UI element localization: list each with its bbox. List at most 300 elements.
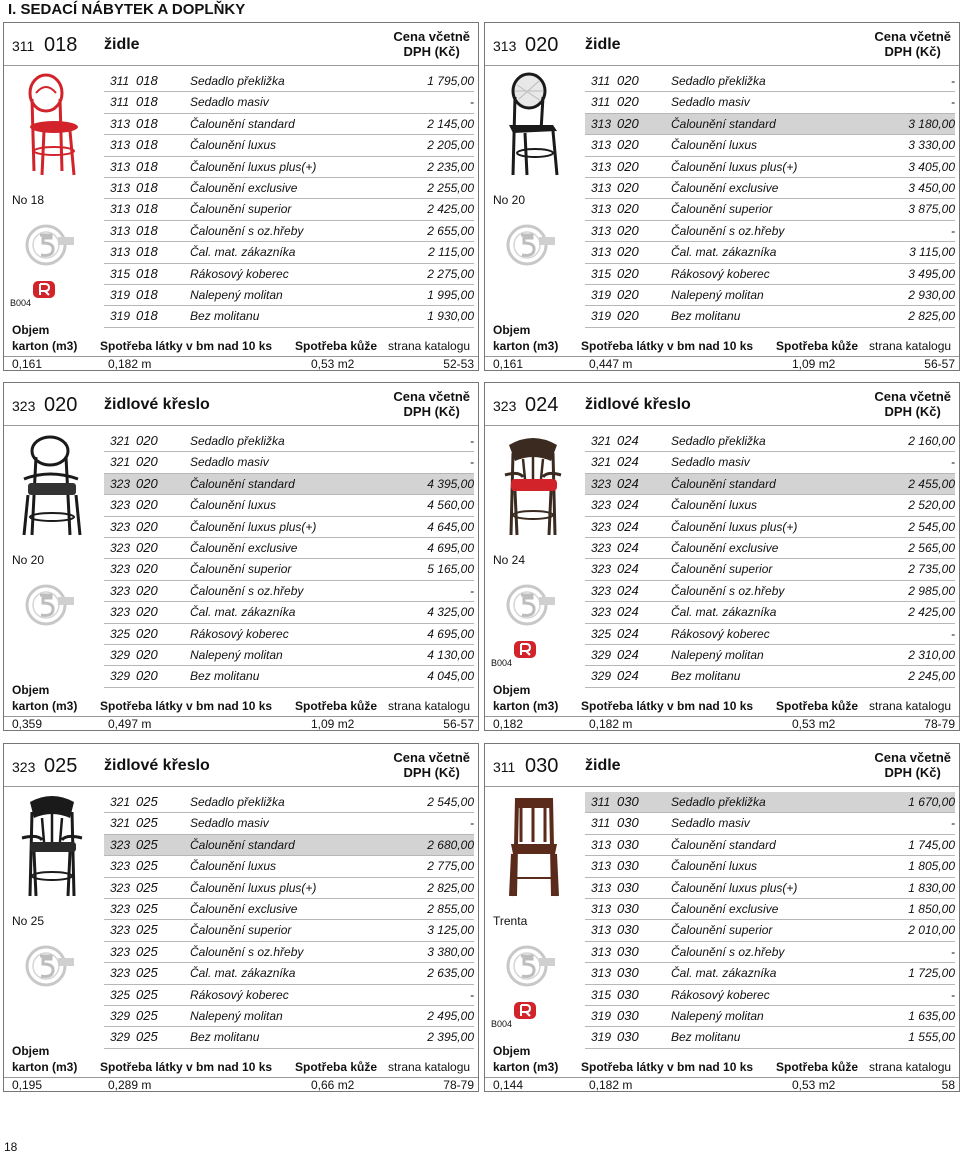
product-type: židle [104,36,140,53]
code-suffix: 024 [617,646,639,662]
variant-description: Čalounění standard [671,476,776,491]
code-prefix: 315 [591,987,612,1002]
variant-price: - [951,455,955,470]
panel-header [4,23,478,66]
variant-price: 2 275,00 [427,266,474,281]
price-row [585,920,955,941]
variant-description: Čal. mat. zákazníka [671,605,777,620]
variant-description: Rákosový koberec [671,626,770,641]
price-row [585,517,955,538]
variant-description: Bez molitanu [671,669,741,684]
code-suffix: 020 [136,497,158,513]
variant-description: Čalounění s oz.hřeby [671,944,785,959]
code-prefix: 311 [591,74,611,88]
code-suffix: 020 [617,179,639,195]
variant-price: - [951,223,955,238]
price-row [104,71,474,92]
price-row [104,495,474,516]
price-row [585,157,955,178]
variant-description: Sedadlo masiv [190,455,269,470]
code-suffix: 030 [617,943,639,959]
price-row [104,221,474,242]
product-photo [495,431,573,541]
code-suffix: 024 [617,668,639,684]
price-row [585,985,955,1006]
price-row [585,71,955,92]
code-prefix: 313 [591,138,612,153]
price-row [104,792,474,813]
variant-description: Čalounění luxus plus(+) [671,880,798,895]
code-suffix: 018 [136,201,158,217]
chair-photo [14,792,92,902]
price-row [585,835,955,856]
variant-description: Čalounění luxus plus(+) [671,519,798,534]
price-row [585,495,955,516]
warranty-stamp [501,583,559,627]
variant-price: 1 725,00 [908,966,955,981]
catalog-page-value: 56-57 [443,717,474,731]
variant-description: Čalounění superior [671,562,773,577]
variant-price: 2 930,00 [908,287,955,302]
price-row [585,899,955,920]
product-type: židle [585,757,621,774]
price-row [585,452,955,473]
price-row [104,474,474,495]
code-prefix: 313 [591,944,612,959]
price-row [104,157,474,178]
variant-price: 3 330,00 [908,138,955,153]
variant-description: Nalepený molitan [671,1008,764,1023]
code-suffix: 020 [617,73,639,88]
price-row [104,199,474,220]
price-row [585,963,955,984]
price-row [585,942,955,963]
variant-description: Čal. mat. zákazníka [671,966,777,981]
warranty-stamp-icon [20,583,78,627]
code-suffix: 020 [136,539,158,555]
code-prefix: 319 [110,287,131,302]
variant-description: Nalepený molitan [671,287,764,302]
catalog-label: strana katalogu [869,339,952,353]
fabric-label: Spotřeba látky v bm nad 10 ks [100,339,273,353]
variant-description: Čalounění luxus [671,138,758,153]
panel-footer [485,313,959,371]
code-suffix: 020 [617,308,639,324]
variant-price: - [470,987,474,1002]
price-row [104,963,474,984]
chair-photo [14,431,92,541]
price-row [104,92,474,113]
code-prefix: 323 [591,605,612,620]
code-prefix: 313 [591,901,612,916]
code-prefix: 319 [110,309,131,324]
product-photo [495,792,573,902]
variant-description: Čalounění luxus plus(+) [190,880,317,895]
footer-values [4,1077,478,1093]
code-suffix: 030 [617,986,639,1002]
code-suffix: 020 [617,286,639,302]
code-suffix: 020 [136,454,158,470]
code-prefix: 323 [110,837,131,852]
price-header [874,750,951,780]
code-prefix: 323 [591,540,612,555]
brand-badge [32,280,56,299]
variant-price: - [951,987,955,1002]
variant-description: Sedadlo překližka [190,434,285,448]
price-row [104,645,474,666]
variant-description: Bez molitanu [190,309,260,324]
leather-value: 0,53 m2 [792,717,836,731]
code-suffix: 018 [136,137,158,153]
code-suffix: 020 [617,244,639,260]
price-row [585,792,955,813]
panel-header [485,383,959,426]
code-prefix: 313 [591,837,612,852]
objem-label: Objem [493,323,531,337]
variant-description: Čalounění s oz.hřeby [190,223,304,238]
code-prefix: 325 [110,626,131,641]
variant-price: 2 565,00 [908,540,955,555]
variant-price: 4 645,00 [427,519,474,534]
page-title: I. SEDACÍ NÁBYTEK A DOPLŇKY [8,1,246,18]
fabric-label: Spotřeba látky v bm nad 10 ks [581,1060,754,1074]
fabric-value: 0,182 m [108,357,152,371]
catalog-label: strana katalogu [388,1060,471,1074]
variant-description: Bez molitanu [190,669,260,684]
code-suffix: 020 [617,137,639,153]
variant-price: 3 405,00 [908,159,955,174]
code-suffix: 025 [136,879,158,895]
variant-price: 2 255,00 [427,180,474,195]
price-row [585,581,955,602]
code-suffix: 030 [617,815,639,831]
warranty-stamp [501,223,559,267]
leather-label: Spotřeba kůže [776,339,859,353]
variant-description: Čalounění luxus [190,859,277,874]
code-prefix: 323 [110,605,131,620]
variant-description: Čalounění s oz.hřeby [190,944,304,959]
footer-values [485,356,959,372]
variant-price: - [470,583,474,598]
variant-price: 1 930,00 [427,309,474,324]
variant-price: 2 495,00 [427,1008,474,1023]
variant-price: 3 495,00 [908,266,955,281]
variant-price: - [470,434,474,448]
price-row [585,431,955,452]
code-suffix: 025 [136,1029,158,1045]
fabric-value: 0,497 m [108,717,152,731]
price-row [104,899,474,920]
variant-description: Bez molitanu [671,309,741,324]
r-brand-icon [513,640,537,659]
price-row [585,474,955,495]
product-code-number: 024 [525,394,559,416]
objem-label: Objem [12,683,50,697]
code-prefix: 313 [591,180,612,195]
variant-description: Čalounění standard [190,116,295,131]
code-prefix: 329 [110,647,131,662]
code-suffix: 024 [617,518,639,534]
catalog-page-value: 78-79 [924,717,955,731]
variant-price: 3 450,00 [908,180,955,195]
brand-badge [513,1001,537,1020]
code-suffix: 030 [617,922,639,938]
code-suffix: 024 [617,497,639,513]
code-prefix: 319 [591,287,612,302]
price-header [874,29,951,59]
variant-price: 4 045,00 [427,669,474,684]
catalog-label: strana katalogu [388,339,471,353]
variant-description: Sedadlo masiv [190,95,269,110]
variant-description: Čalounění superior [190,562,292,577]
warranty-stamp-icon [501,944,559,988]
code-suffix: 030 [617,1007,639,1023]
code-prefix: 325 [591,626,612,641]
objem-label: Objem [493,1044,531,1058]
panel-footer [4,313,478,371]
catalog-label: strana katalogu [388,699,471,713]
product-code-prefix: 323 [12,759,36,775]
code-suffix: 020 [617,115,639,131]
variant-price: 1 805,00 [908,859,955,874]
variant-price: 2 010,00 [908,923,955,938]
price-table [104,792,474,1049]
product-photo [14,792,92,902]
code-suffix: 020 [136,582,158,598]
code-suffix: 025 [136,858,158,874]
code-suffix: 030 [617,1029,639,1045]
objem-value: 0,161 [12,357,43,371]
variant-price: 2 655,00 [427,223,474,238]
price-row [585,135,955,156]
code-prefix: 329 [110,1008,131,1023]
leather-label: Spotřeba kůže [295,1060,378,1074]
code-suffix: 020 [136,646,158,662]
variant-description: Čalounění standard [671,116,776,131]
price-row [104,452,474,473]
product-code-prefix: 311 [493,759,516,775]
variant-description: Nalepený molitan [671,647,764,662]
variant-description: Čalounění luxus [190,138,277,153]
code-suffix: 018 [136,94,158,110]
variant-price: 2 160,00 [908,434,955,448]
variant-price: 2 205,00 [427,138,474,153]
code-prefix: 313 [110,245,131,260]
variant-price: 1 795,00 [427,74,474,88]
price-header [874,389,951,419]
variant-price: 3 380,00 [427,944,474,959]
karton-label: karton (m3) [493,699,559,713]
code-suffix: 024 [617,433,639,448]
code-suffix: 024 [617,475,639,491]
code-suffix: 024 [617,539,639,555]
variant-price: 2 855,00 [427,901,474,916]
code-suffix: 025 [136,965,158,981]
objem-label: Objem [493,683,531,697]
price-header [393,750,470,780]
variant-description: Bez molitanu [671,1030,741,1045]
variant-price: 1 555,00 [908,1030,955,1045]
price-header-line1: Cena včetně [393,750,470,765]
warranty-stamp-icon [20,223,78,267]
product-type: židlové křeslo [585,396,691,413]
objem-label: Objem [12,323,50,337]
footer-values [485,1077,959,1093]
objem-value: 0,182 [493,717,524,731]
code-prefix: 325 [110,987,131,1002]
product-code-number: 020 [44,394,78,416]
variant-price: - [951,944,955,959]
warranty-stamp-icon [20,944,78,988]
price-row [585,285,955,306]
chair-photo [495,792,573,902]
product-code-prefix: 313 [493,38,517,54]
variant-description: Rákosový koberec [671,266,770,281]
price-row [585,645,955,666]
code-suffix: 024 [617,454,639,470]
variant-description: Rákosový koberec [190,987,289,1002]
code-suffix: 018 [136,179,158,195]
variant-description: Čal. mat. zákazníka [190,966,296,981]
code-suffix: 020 [617,94,639,110]
variant-price: - [951,816,955,831]
variant-price: 1 850,00 [908,901,955,916]
panel-header [485,23,959,66]
price-row [585,221,955,242]
code-prefix: 313 [591,923,612,938]
product-panel [484,743,960,1092]
fabric-label: Spotřeba látky v bm nad 10 ks [581,339,754,353]
code-prefix: 323 [110,966,131,981]
price-header-line2: DPH (Kč) [403,44,460,59]
code-prefix: 323 [591,476,612,491]
price-row [104,878,474,899]
price-row [104,581,474,602]
variant-description: Čalounění standard [190,476,295,491]
price-row [585,178,955,199]
code-suffix: 020 [136,475,158,491]
code-prefix: 311 [591,816,611,831]
code-suffix: 025 [136,943,158,959]
variant-price: 2 635,00 [427,966,474,981]
leather-label: Spotřeba kůže [295,339,378,353]
catalog-page-value: 78-79 [443,1078,474,1092]
code-suffix: 020 [136,433,158,448]
variant-price: - [951,626,955,641]
code-prefix: 323 [110,519,131,534]
variant-price: 4 695,00 [427,626,474,641]
price-row [104,856,474,877]
variant-description: Čalounění superior [671,202,773,217]
price-row [104,920,474,941]
variant-price: 3 180,00 [908,116,955,131]
objem-value: 0,161 [493,357,524,371]
variant-description: Čalounění exclusive [190,901,298,916]
karton-label: karton (m3) [493,1060,559,1074]
price-row [104,942,474,963]
product-panel [3,22,479,371]
price-header-line2: DPH (Kč) [403,765,460,780]
leather-value: 0,66 m2 [311,1078,355,1092]
warranty-stamp-icon [501,223,559,267]
variant-description: Čal. mat. zákazníka [190,605,296,620]
catalog-label: strana katalogu [869,699,952,713]
variant-description: Bez molitanu [190,1030,260,1045]
code-suffix: 030 [617,879,639,895]
code-prefix: 313 [591,859,612,874]
code-prefix: 313 [110,159,131,174]
price-header [393,389,470,419]
variant-description: Čal. mat. zákazníka [671,245,777,260]
variant-description: Rákosový koberec [190,266,289,281]
code-suffix: 018 [136,158,158,174]
code-suffix: 018 [136,265,158,281]
price-table [585,71,955,328]
variant-description: Rákosový koberec [671,987,770,1002]
price-row [104,602,474,623]
warranty-stamp-icon [501,583,559,627]
product-panel [3,743,479,1092]
variant-price: 3 125,00 [427,923,474,938]
price-header-line1: Cena včetně [393,389,470,404]
variant-price: - [470,95,474,110]
price-row [104,813,474,834]
price-header-line1: Cena včetně [874,389,951,404]
price-row [104,985,474,1006]
code-suffix: 030 [617,858,639,874]
variant-price: 2 455,00 [908,476,955,491]
page-number: 18 [4,1140,18,1154]
leather-value: 1,09 m2 [311,717,355,731]
panel-header [4,744,478,787]
variant-description: Nalepený molitan [190,287,283,302]
code-prefix: 313 [591,116,612,131]
price-row [104,114,474,135]
leather-label: Spotřeba kůže [295,699,378,713]
variant-description: Nalepený molitan [190,647,283,662]
price-header-line1: Cena včetně [874,750,951,765]
price-table [585,792,955,1049]
code-prefix: 323 [591,498,612,513]
variant-description: Sedadlo překližka [190,74,285,88]
karton-label: karton (m3) [12,339,78,353]
product-type: židle [585,36,621,53]
variant-description: Čalounění exclusive [190,180,298,195]
variant-price: - [951,95,955,110]
variant-price: 2 395,00 [427,1030,474,1045]
code-prefix: 323 [110,562,131,577]
variant-description: Sedadlo masiv [190,816,269,831]
price-table [104,431,474,688]
objem-label: Objem [12,1044,50,1058]
variant-price: 2 735,00 [908,562,955,577]
code-prefix: 313 [591,966,612,981]
code-suffix: 024 [617,625,639,641]
warranty-stamp [20,223,78,267]
leather-value: 0,53 m2 [311,357,355,371]
code-prefix: 311 [591,795,611,809]
model-name: No 24 [493,553,526,567]
panel-footer [485,1034,959,1092]
variant-description: Čalounění s oz.hřeby [190,583,304,598]
variant-price: 2 825,00 [908,309,955,324]
variant-description: Čalounění superior [190,202,292,217]
price-row [585,1006,955,1027]
price-row [585,538,955,559]
variant-price: 2 545,00 [427,795,474,809]
code-prefix: 313 [110,116,131,131]
code-suffix: 025 [136,900,158,916]
